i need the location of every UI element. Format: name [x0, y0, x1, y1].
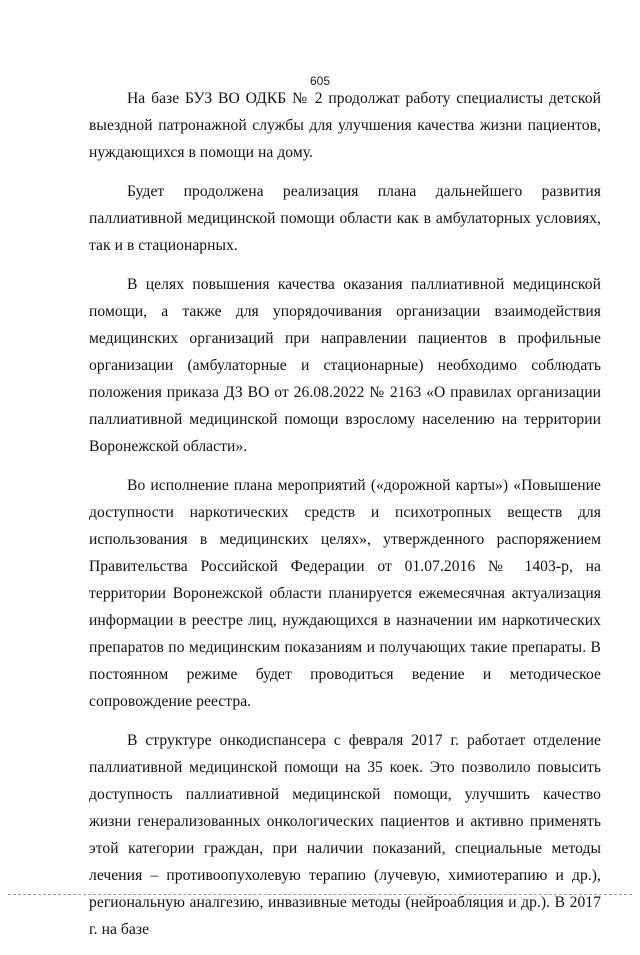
- paragraph-roadmap-registry: Во исполнение плана мероприятий («дорожной карты») «Повышение доступности наркотических средств и психотропных веществ для использования в медицинских целях», утвержденного распоряжением Правительства Российской Федерации от 01.07.2016 № 1403-р, на территории Воронежской области планируется ежемесячная актуализация информации в реестре лиц, нуждающихся в назначении им наркотических препаратов по медицинским показаниям и получающих такие препараты. В постоянном режиме будет проводиться ведение и методическое сопровождение реестра.: [89, 477, 601, 710]
- paragraph-patronage-service: На базе БУЗ ВО ОДКБ № 2 продолжат работу специалисты детской выездной патронажной службы для улучшения качества жизни пациентов, нуждающихся в помощи на дому.: [89, 90, 601, 161]
- paragraph-oncology-department: В структуре онкодиспансера с февраля 2017 г. работает отделение паллиативной медицинской помощи на 35 коек. Это позволило повысить доступность паллиативной медицинской помощи, улучшить качество жизни генерализованных онкологических пациентов и активно применять этой категории граждан, при наличии показаний, специальные методы лечения – противоопухолевую терапию (лучевую, химиотерапию и др.), региональную аналгезию, инвазивные методы (нейроабляция и др.). В 2017 г. на базе: [89, 732, 601, 938]
- document-body: [89, 85, 601, 955]
- scan-bottom-edge: [8, 894, 632, 895]
- paragraph-order-compliance: В целях повышения качества оказания паллиативной медицинской помощи, а также для упорядочивания организации взаимодействия медицинских организаций при направлении пациентов в профильные организации (амбулаторные и стационарные) необходимо соблюдать положения приказа ДЗ ВО от 26.08.2022 № 2163 «О правилах организации паллиативной медицинской помощи взрослому населению на территории Воронежской области».: [89, 276, 601, 455]
- page-number: 605: [309, 74, 331, 88]
- paragraph-development-plan: Будет продолжена реализация плана дальнейшего развития паллиативной медицинской помощи области как в амбулаторных условиях, так и в стационарных.: [89, 183, 601, 254]
